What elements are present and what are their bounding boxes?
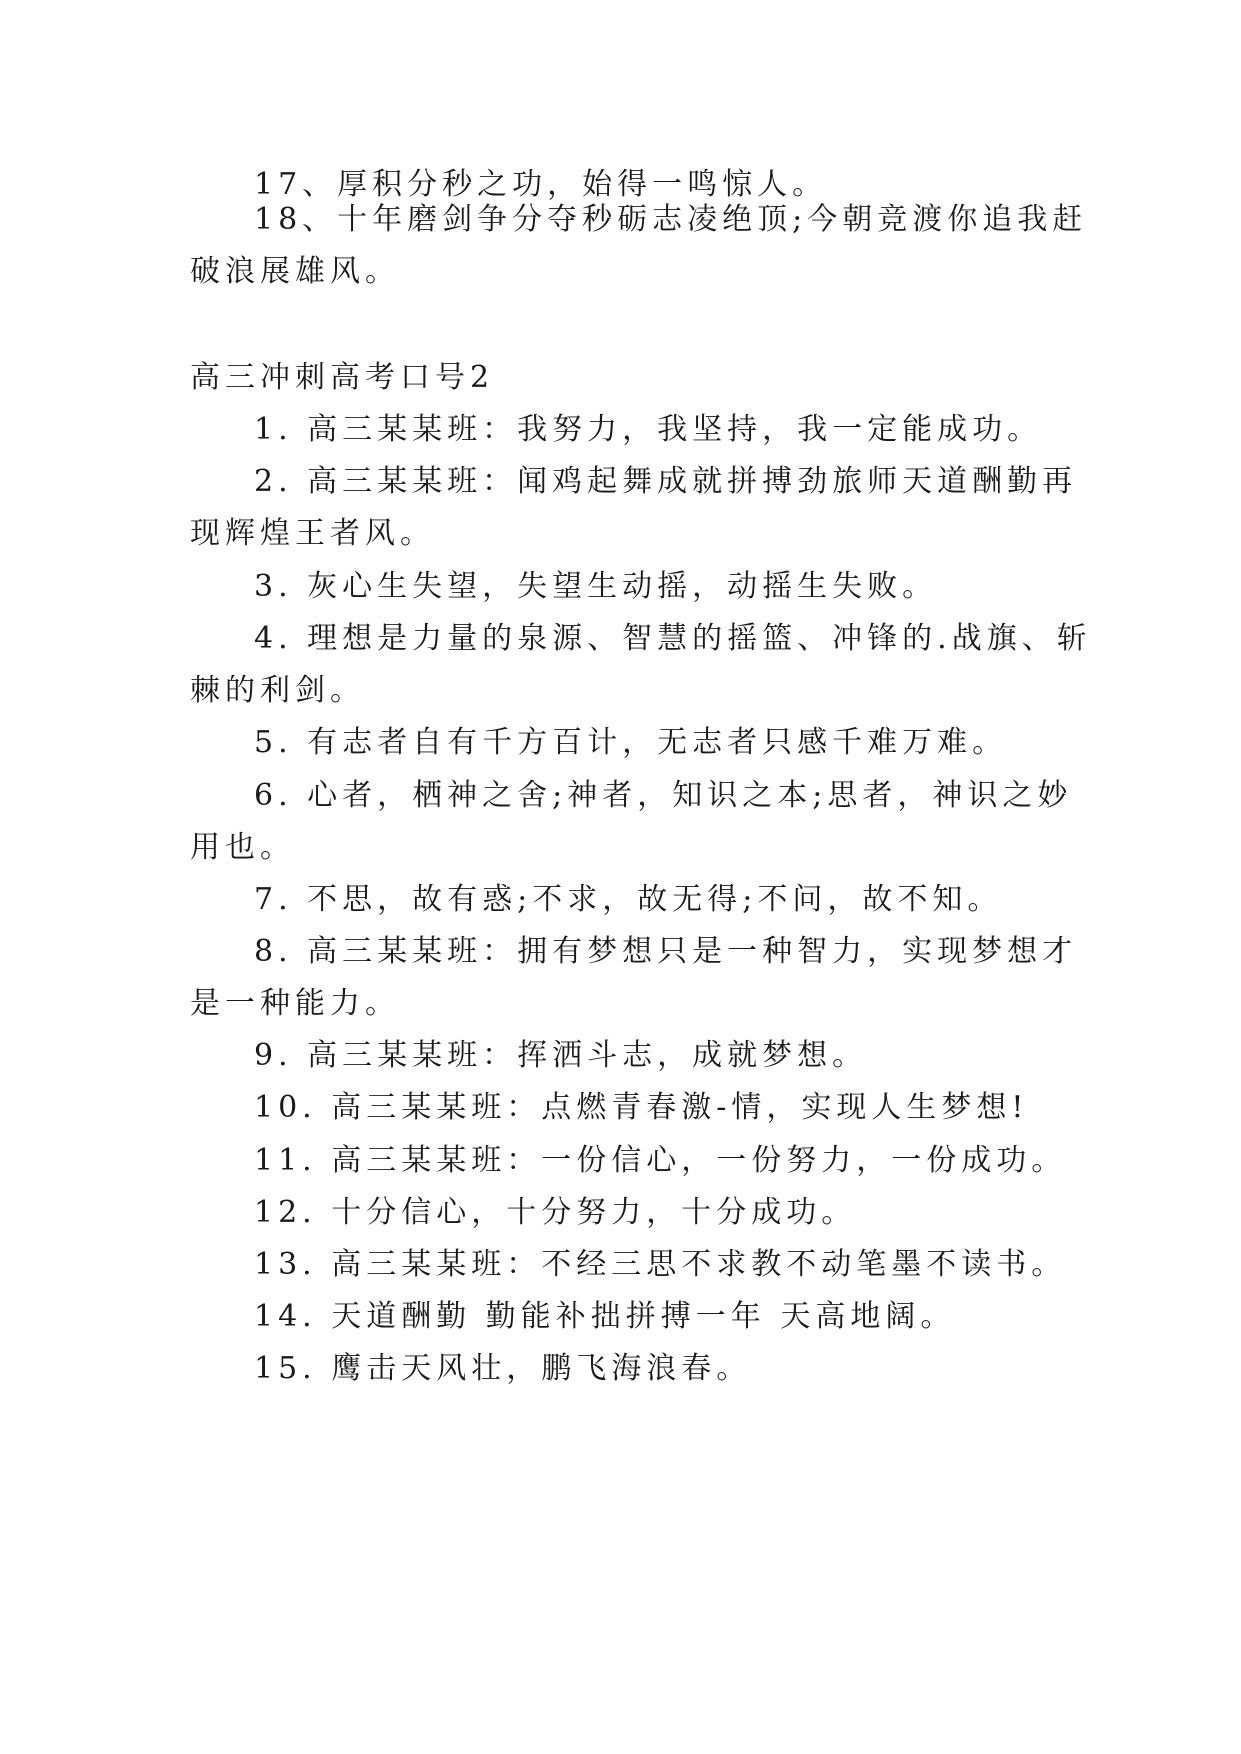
slogan-item-8: 8. 高三某某班：拥有梦想只是一种智力，实现梦想才 (254, 934, 1078, 969)
slogan-item-9: 9. 高三某某班：挥洒斗志，成就梦想。 (254, 1038, 868, 1073)
slogan-item-1: 1. 高三某某班：我努力，我坚持，我一定能成功。 (254, 412, 1043, 447)
slogan-item-11: 11. 高三某某班：一份信心，一份努力，一份成功。 (254, 1143, 1067, 1178)
slogan-item-18-continued: 破浪展雄风。 (190, 254, 400, 289)
slogan-item-15: 15. 鹰击天风壮，鹏飞海浪春。 (254, 1351, 752, 1386)
slogan-item-18: 18、十年磨剑争分夺秒砺志凌绝顶;今朝竞渡你追我赶 (254, 202, 1088, 237)
slogan-item-4: 4. 理想是力量的泉源、智慧的摇篮、冲锋的.战旗、斩 (254, 621, 1092, 656)
slogan-item-4-continued: 棘的利剑。 (190, 673, 365, 708)
slogan-item-6: 6. 心者，栖神之舍;神者，知识之本;思者，神识之妙 (254, 778, 1073, 813)
slogan-item-13: 13. 高三某某班：不经三思不求教不动笔墨不读书。 (254, 1247, 1067, 1282)
slogan-item-6-continued: 用也。 (190, 830, 295, 865)
slogan-item-2: 2. 高三某某班：闻鸡起舞成就拼搏劲旅师天道酬勤再 (254, 464, 1078, 499)
slogan-item-3: 3. 灰心生失望，失望生动摇，动摇生失败。 (254, 569, 938, 604)
slogan-item-7: 7. 不思，故有惑;不求，故无得;不问，故不知。 (254, 882, 1003, 917)
slogan-item-10: 10. 高三某某班：点燃青春激-情，实现人生梦想! (254, 1090, 1029, 1125)
slogan-item-5: 5. 有志者自有千方百计，无志者只感千难万难。 (254, 725, 1008, 760)
slogan-item-12: 12. 十分信心，十分努力，十分成功。 (254, 1195, 857, 1230)
section-heading: 高三冲刺高考口号2 (190, 360, 495, 395)
slogan-item-2-continued: 现辉煌王者风。 (190, 516, 435, 551)
slogan-item-17: 17、厚积分秒之功，始得一鸣惊人。 (254, 167, 828, 202)
slogan-item-8-continued: 是一种能力。 (190, 986, 400, 1021)
slogan-item-14: 14. 天道酬勤 勤能补拙拼搏一年 天高地阔。 (254, 1299, 956, 1334)
